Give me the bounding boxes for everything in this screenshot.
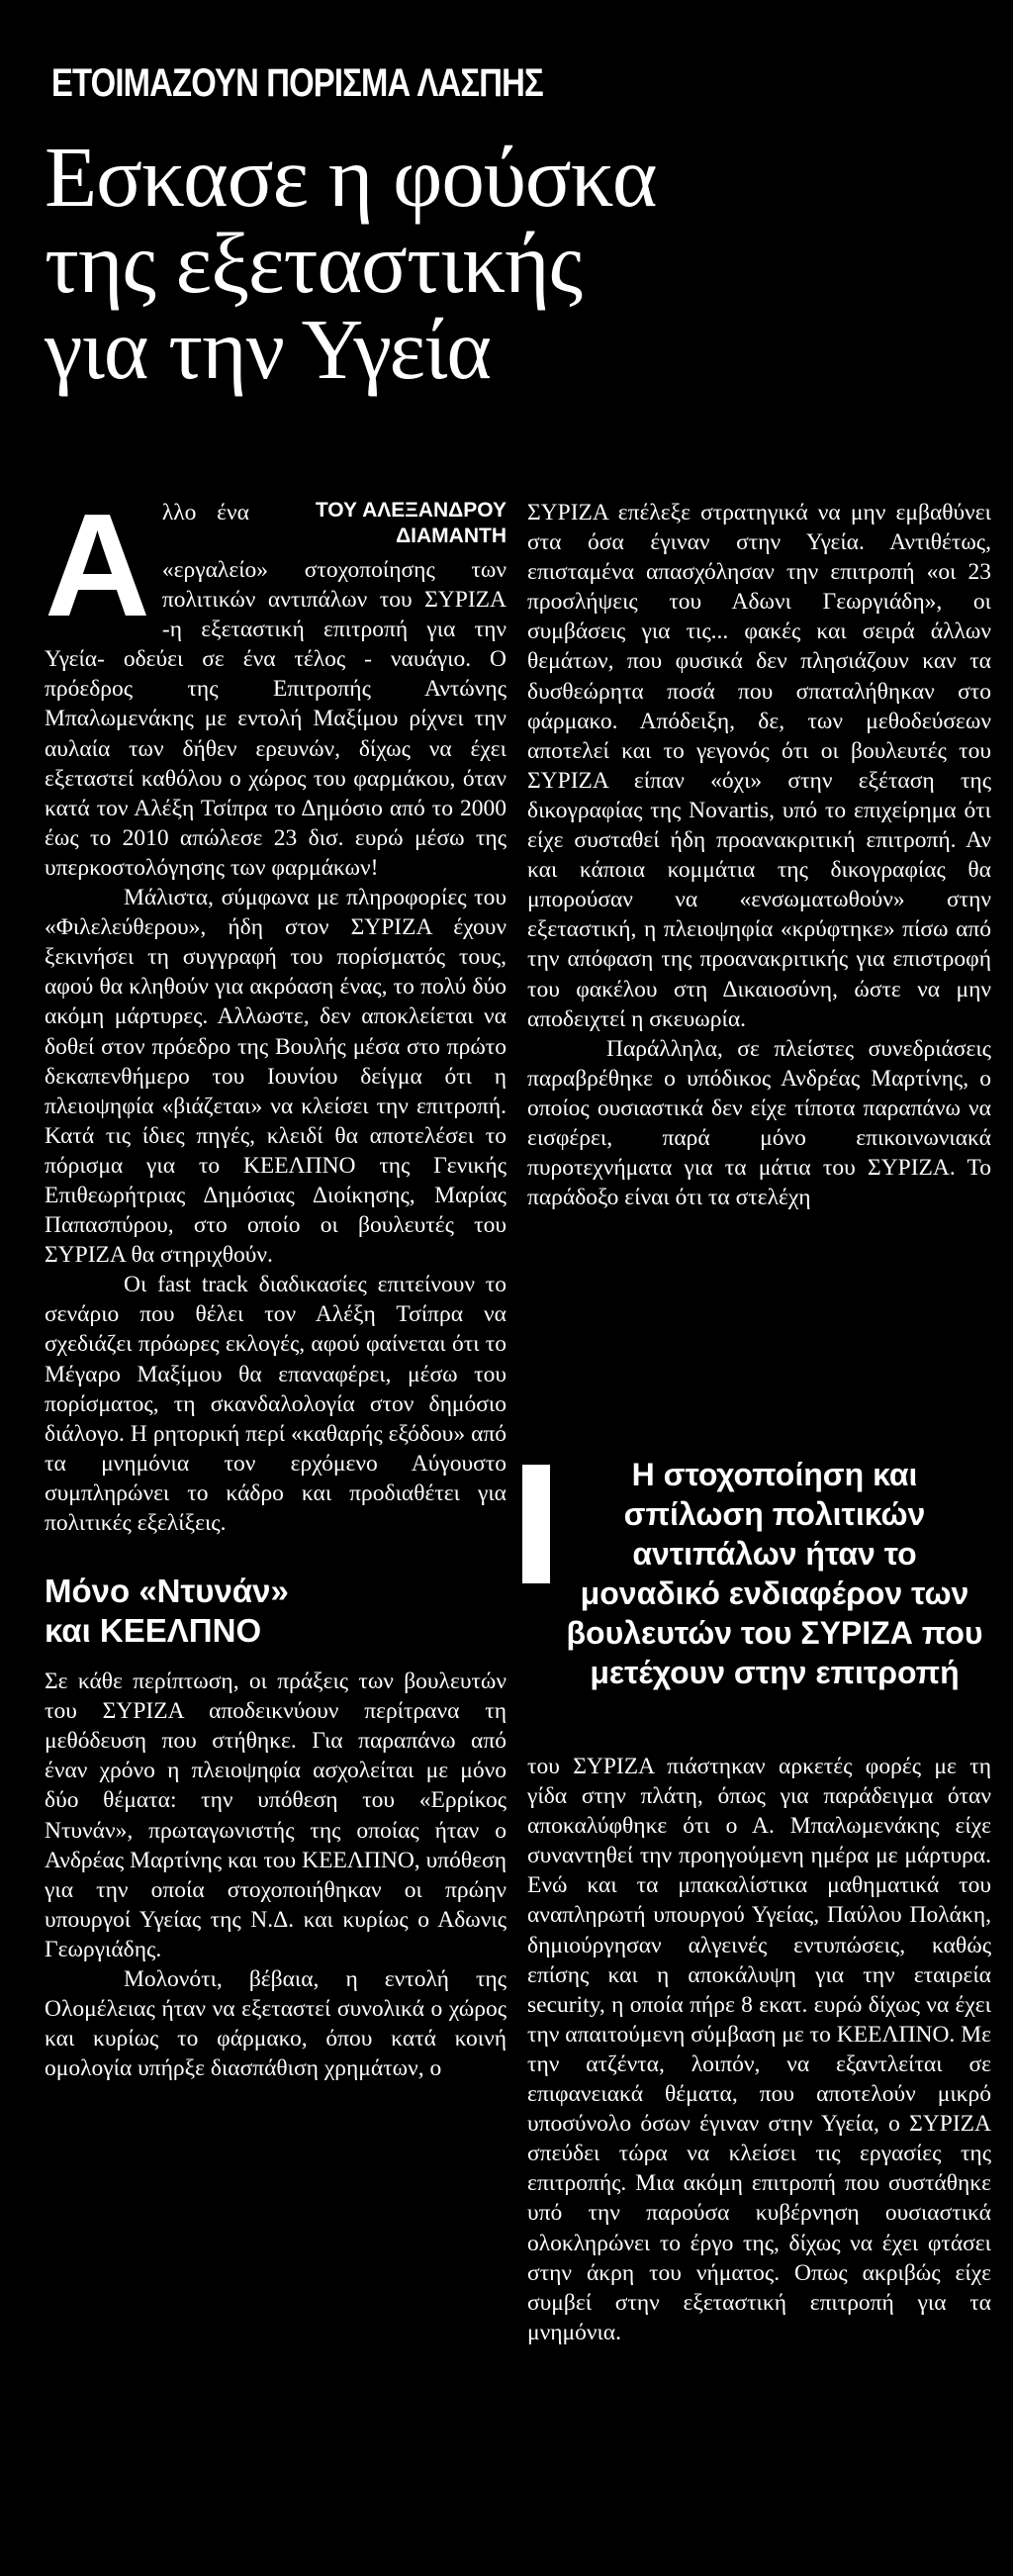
body-paragraph: του ΣΥΡΙΖΑ πιάστηκαν αρκετές φορές με τη γίδα στην πλάτη, όπως για παράδειγμα όταν αποκαλύφθηκε ότι ο Α. Μπαλωμενάκης είχε συναντηθεί την προηγούμενη ημέρα με μάρτυρα. Ενώ και τα μπακαλίστικα μαθηματικά του αναπληρωτή υπουργού Υγείας, Παύλου Πολάκη, δημιούργησαν αλγεινές εντυπώσεις, καθώς επίσης και η αποκάλυψη για την εταιρεία security, η οποία πήρε 8 εκατ. ευρώ δίχως να έχει την απαιτούμενη σύμβαση με το ΚΕΕΛΠΝΟ. Με την ατζέντα, λοιπόν, να εξαντλείται σε επιφανειακά θέματα, που αποτελούν μικρό υποσύνολο όσων έγιναν στην Υγεία, ο ΣΥΡΙΖΑ σπεύδει τώρα να κλείσει τις εργασίες της επιτροπής. Μια ακόμη επιτροπή που συστάθηκε υπό την παρούσα κυβέρνηση ουσιαστικά ολοκληρώνει το έργο της, δίχως να έχει φτάσει στην άκρη του νήματος. Οπως ακριβώς είχε συμβεί στην εξεταστική επιτροπή για τα μνημόνια.: [527, 1754, 991, 2345]
pull-quote: [522, 1455, 991, 1712]
headline-line: για την Υγεία: [45, 301, 492, 397]
body-paragraph: Μάλιστα, σύμφωνα με πληροφορίες του «Φιλελεύθερου», ήδη στον ΣΥΡΙΖΑ έχουν ξεκινήσει τη συγγραφή του πορίσματός τους, αφού θα κληθούν για ακρόαση ένας, το πολύ δύο ακόμη μάρτυρες. Αλλωστε, δεν αποκλείεται να δοθεί στον πρόεδρο της Βουλής μέσα στο πρώτο δεκαπενθήμερο του Ιουνίου δείγμα ότι η πλειοψηφία «βιάζεται» να κλείσει την επιτροπή. Κατά τις ίδιες πηγές, κλειδί θα αποτελέσει το πόρισμα για το ΚΕΕΛΠΝΟ της Γενικής Επιθεωρήτριας Δημόσιας Διοίκησης, Μαρίας Παπασπύρου, στο οποίο οι βουλευτές του ΣΥΡΙΖΑ θα στηριχθούν.: [45, 885, 506, 1269]
pull-quote-bar: [522, 1465, 550, 1583]
headline-line: της εξεταστικής: [45, 215, 583, 311]
byline-name: ΔΙΑΜΑΝΤΗ: [396, 525, 506, 547]
body-paragraph: Οι fast track διαδικασίες επιτείνουν το σενάριο που θέλει τον Αλέξη Τσίπρα να σχεδιάζει πρόωρες εκλογές, αφού φαίνεται ότι το Μέγαρο Μαξίμου θα επαναφέρει, μέσω του πορίσματος, τη σκανδαλολογία στον δημόσιο διάλογο. Η ρητορική περί «καθαρής εξόδου» από τα μνημόνια τον ερχόμενο Αύγουστο συμπληρώνει το κάδρο και προδιαθέτει για πολιτικές εξελίξεις.: [45, 1272, 506, 1536]
left-column: [45, 484, 506, 2083]
headline-line: Εσκασε η φούσκα: [45, 129, 657, 225]
right-column-lower: [527, 1752, 991, 2347]
byline: [259, 498, 506, 549]
pull-quote-text: Η στοχοποίηση και σπίλωση πολιτικών αντιπάλων ήταν το μοναδικό ενδιαφέρον των βουλευτών του ΣΥΡΙΖΑ που μετέχουν στην επιτροπή: [566, 1457, 983, 1690]
body-paragraph: Μολονότι, βέβαια, η εντολή της Ολομέλειας ήταν να εξεταστεί συνολικά ο χώρος και κυρίως το φάρμακο, όπου κατά κοινή ομολογία υπήρξε διασπάθιση χρημάτων, ο: [45, 1966, 506, 2082]
kicker: ΕΤΟΙΜΑΖΟΥΝ ΠΟΡΙΣΜΑ ΛΑΣΠΗΣ: [51, 61, 543, 105]
body-paragraph: Σε κάθε περίπτωση, οι πράξεις των βουλευτών του ΣΥΡΙΖΑ αποδεικνύουν περίτρανα τη μεθόδευση που στήθηκε. Για παραπάνω από έναν χρόνο η πλειοψηφία ασχολείται με μόνο δύο θέματα: την υπόθεση του «Ερρίκος Ντυνάν», πρωταγωνιστής της οποίας ήταν ο Ανδρέας Μαρτίνης και του ΚΕΕΛΠΝΟ, υπόθεση για την οποία στοχοποιήθηκαν οι πρώην υπουργοί Υγείας της Ν.Δ. και κυρίως ο Αδωνις Γεωργιάδης.: [45, 1669, 506, 1962]
subheading: [45, 1572, 506, 1651]
right-column: [527, 498, 991, 1212]
drop-cap: Α: [45, 484, 150, 647]
body-paragraph: λλο ένα «εργαλείο» στοχοποίησης των πολιτικών αντιπάλων του ΣΥΡΙΖΑ -η εξεταστική επιτροπή για την Υγεία- οδεύει σε ένα τέλος - ναυάγιο. Ο πρόεδρος της Επιτροπής Αντώνης Μπαλωμενάκης με εντολή Μαξίμου ρίχνει την αυλαία των δήθεν ερευνών, δίχως να έχει εξεταστεί καθόλου ο χώρος του φαρμάκου, όταν κατά τον Αλέξη Τσίπρα το Δημόσιο από το 2000 έως το 2010 απώλεσε 23 δισ. ευρώ μέσω της υπερκοστολόγησης των φαρμάκων!: [45, 500, 506, 881]
body-paragraph: ΣΥΡΙΖΑ επέλεξε στρατηγικά να μην εμβαθύνει στα όσα έγιναν στην Υγεία. Αντιθέτως, επισταμένα απασχόλησαν την επιτροπή «οι 23 προσλήψεις του Αδωνι Γεωργιάδη», οι συμβάσεις για τις... φακές και σειρά άλλων θεμάτων, που φυσικά δεν πλησιάζουν καν τα δυσθεώρητα ποσά που σπαταλήθηκαν στο φάρμακο. Απόδειξη, δε, των μεθοδεύσεων αποτελεί και το γεγονός ότι οι βουλευτές του ΣΥΡΙΖΑ είπαν «όχι» στην εξέταση της δικογραφίας της Novartis, υπό το επιχείρημα ότι είχε συσταθεί ήδη προανακριτική επιτροπή. Αν και κάποια κομμάτια της δικογραφίας θα μπορούσαν να «ενσωματωθούν» στην εξεταστική, η πλειοψηφία «κρύφτηκε» πίσω από την απόφαση της προανακριτικής για επιστροφή του φακέλου στη Δικαιοσύνη, ώστε να μην αποδειχτεί η σκευωρία.: [527, 500, 991, 1032]
byline-prefix: ΤΟΥ ΑΛΕΞΑΝΔΡΟΥ: [315, 499, 506, 522]
headline: [45, 129, 984, 397]
subheading-line: Μόνο «Ντυνάν»: [45, 1573, 289, 1610]
subheading-line: και ΚΕΕΛΠΝΟ: [45, 1612, 262, 1650]
body-paragraph: Παράλληλα, σε πλείστες συνεδριάσεις παραβρέθηκε ο υπόδικος Ανδρέας Μαρτίνης, ο οποίος ουσιαστικά δεν είχε τίποτα παραπάνω να εισφέρει, παρά μόνο επικοινωνιακά πυροτεχνήματα για τα μάτια του ΣΥΡΙΖΑ. Το παράδοξο είναι ότι τα στελέχη: [527, 1035, 991, 1211]
